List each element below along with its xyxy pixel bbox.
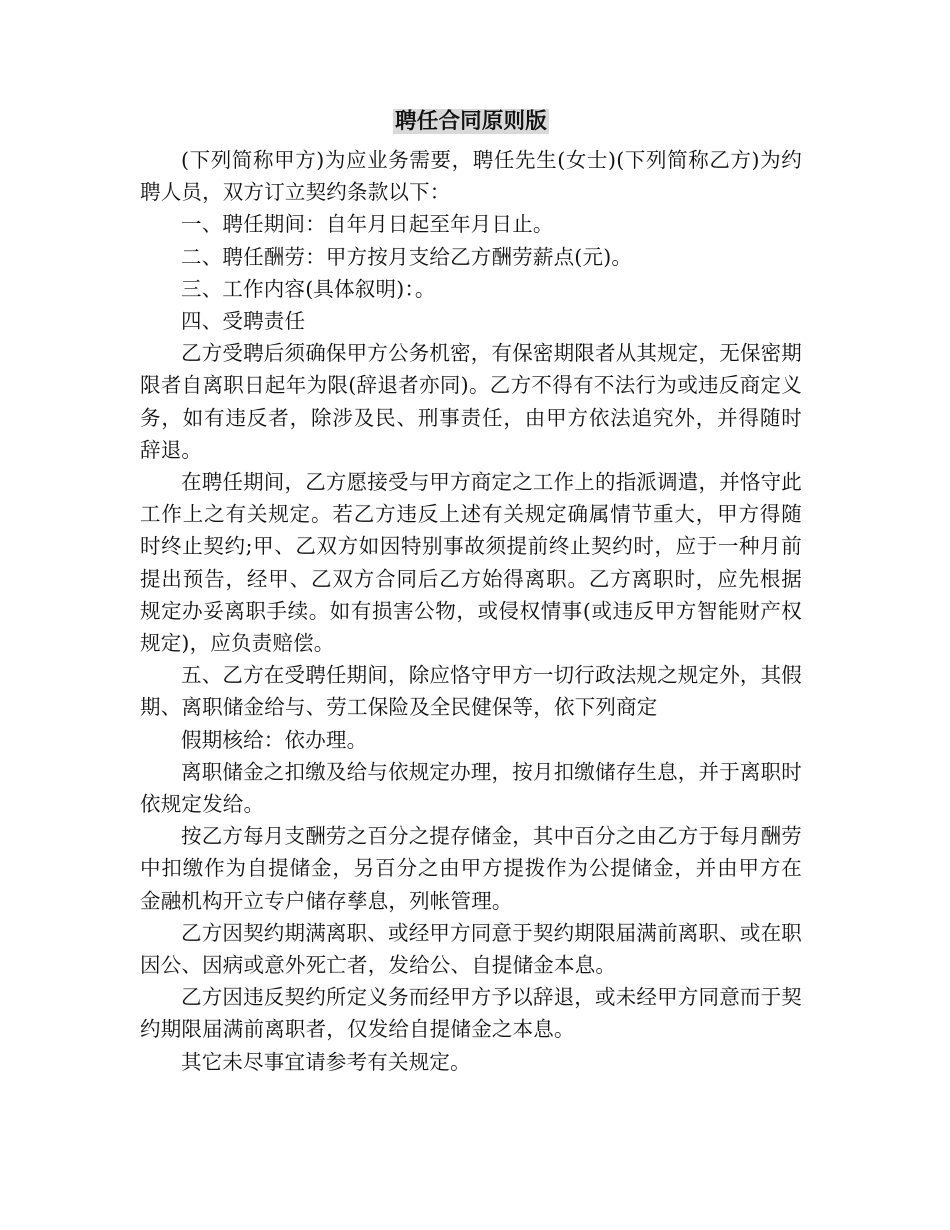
document-title [140, 106, 802, 138]
paragraph-clause-2-pay: 二、聘任酬劳：甲方按月支给乙方酬劳薪点(元)。 [181, 244, 633, 269]
paragraph-savings-rate: 按乙方每月支酬劳之百分之提存储金，其中百分之由乙方于每月酬劳中扣缴作为自提储金，另百分之由甲方提拨作为公提储金，并由甲方在金融机构开立专户储存孳息，列帐管理。 [140, 824, 802, 913]
paragraph-intro: (下列简称甲方)为应业务需要，聘任先生(女士)(下列简称乙方)为约聘人员，双方订立契约条款以下： [140, 148, 802, 205]
paragraph-leave: 假期核给：依办理。 [181, 727, 368, 752]
paragraph-other-matters: 其它未尽事宜请参考有关规定。 [181, 1049, 471, 1074]
paragraph-savings-deduction: 离职储金之扣缴及给与依规定办理，按月扣缴储存生息，并于离职时依规定发给。 [140, 759, 802, 817]
paragraph-clause-1-period: 一、聘任期间：自年月日起至年月日止。 [181, 212, 554, 237]
contract-page [140, 106, 802, 1078]
paragraph-clause-3-duties: 三、工作内容(具体叙明)：。 [181, 276, 436, 301]
document-title-text: 聘任合同原则版 [395, 109, 547, 134]
paragraph-savings-partial-payout: 乙方因违反契约所定义务而经甲方予以辞退，或未经甲方同意而于契约期限届满前离职者，仅发给自提储金之本息。 [140, 985, 802, 1042]
paragraph-clause-4-heading: 四、受聘责任 [181, 309, 306, 334]
paragraph-savings-full-payout: 乙方因契约期满离职、或经甲方同意于契约期限届满前离职、或在职因公、因病或意外死亡者，发给公、自提储金本息。 [140, 920, 802, 978]
paragraph-clause-5-benefits: 五、乙方在受聘任期间，除应恪守甲方一切行政法规之规定外，其假期、离职储金给与、劳工保险及全民健保等，依下列商定 [140, 663, 802, 720]
paragraph-confidentiality: 乙方受聘后须确保甲方公务机密，有保密期限者从其规定，无保密期限者自离职日起年为限(辞退者亦同)。乙方不得有不法行为或违反商定义务，如有违反者，除涉及民、刑事责任，由甲方依法追究外，并得随时辞退。 [140, 341, 802, 462]
paragraph-assignment-termination: 在聘任期间，乙方愿接受与甲方商定之工作上的指派调遣，并恪守此工作上之有关规定。若乙方违反上述有关规定确属情节重大，甲方得随时终止契约;甲、乙双方如因特别事故须提前终止契约时，应于一种月前提出预告，经甲、乙双方合同后乙方始得离职。乙方离职时，应先根据规定办妥离职手续。如有损害公物，或侵权情事(或违反甲方智能财产权规定)，应负责赔偿。 [140, 470, 802, 656]
